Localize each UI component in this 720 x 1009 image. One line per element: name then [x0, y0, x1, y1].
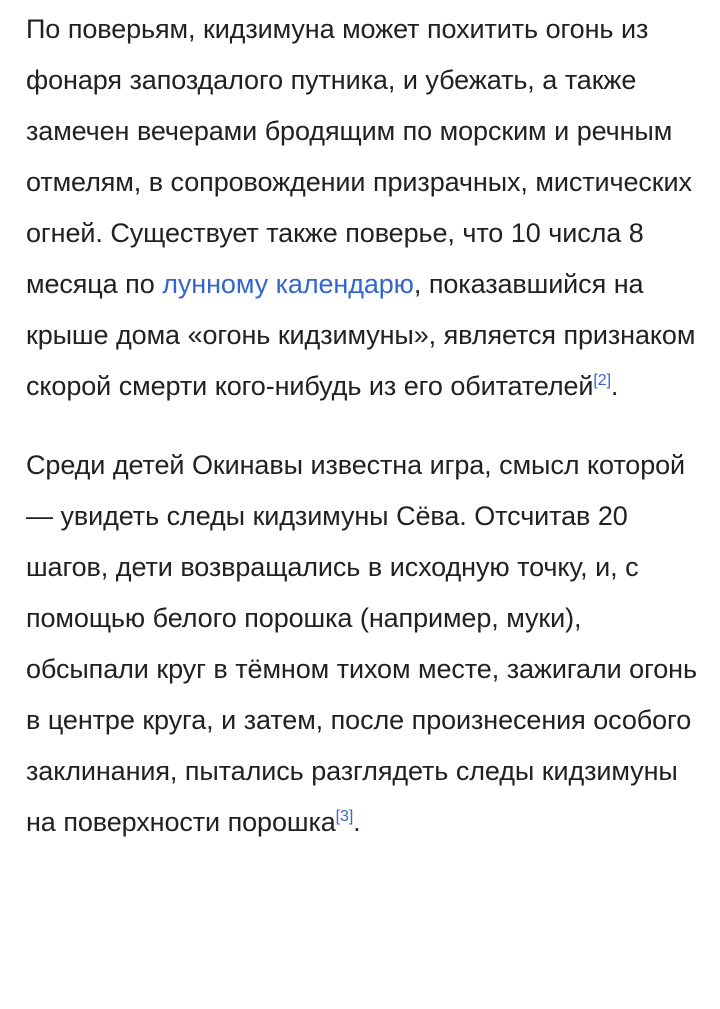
paragraph-1-text-2: , показавшийся на крыше дома «огонь кидзимуны», является признаком скорой смерти кого-нибудь из его обитателей [26, 269, 696, 401]
reference-marker-2[interactable] [593, 372, 611, 389]
reference-marker-3[interactable] [336, 808, 354, 825]
paragraph-1-text-1: По поверьям, кидзимуна может похитить огонь из фонаря запоздалого путника, и убежать, а также замечен вечерами бродящим по морским и речным отмелям, в сопровождении призрачных, мистических огней. Существует также поверье, что 10 числа 8 месяца по [26, 14, 692, 299]
reference-link-2[interactable]: [2] [593, 372, 611, 389]
paragraph-2-text-2: . [353, 807, 361, 837]
paragraph-1-text-3: . [610, 371, 619, 401]
paragraph-2 [26, 440, 698, 848]
paragraph-1 [26, 0, 698, 412]
reference-link-3[interactable]: [3] [335, 808, 354, 825]
link-lunar-calendar[interactable]: лунному календарю [162, 269, 414, 299]
paragraph-2-text-1: Среди детей Окинавы известна игра, смысл которой — увидеть следы кидзимуны Сёва. Отсчитав 20 шагов, дети возвращались в исходную точку, и, с помощью белого порошка (например, муки), обсыпали круг в тёмном тихом месте, зажигали огонь в центре круга, и затем, после произнесения особого заклинания, пытались разглядеть следы кидзимуны на поверхности порошка [26, 450, 697, 837]
